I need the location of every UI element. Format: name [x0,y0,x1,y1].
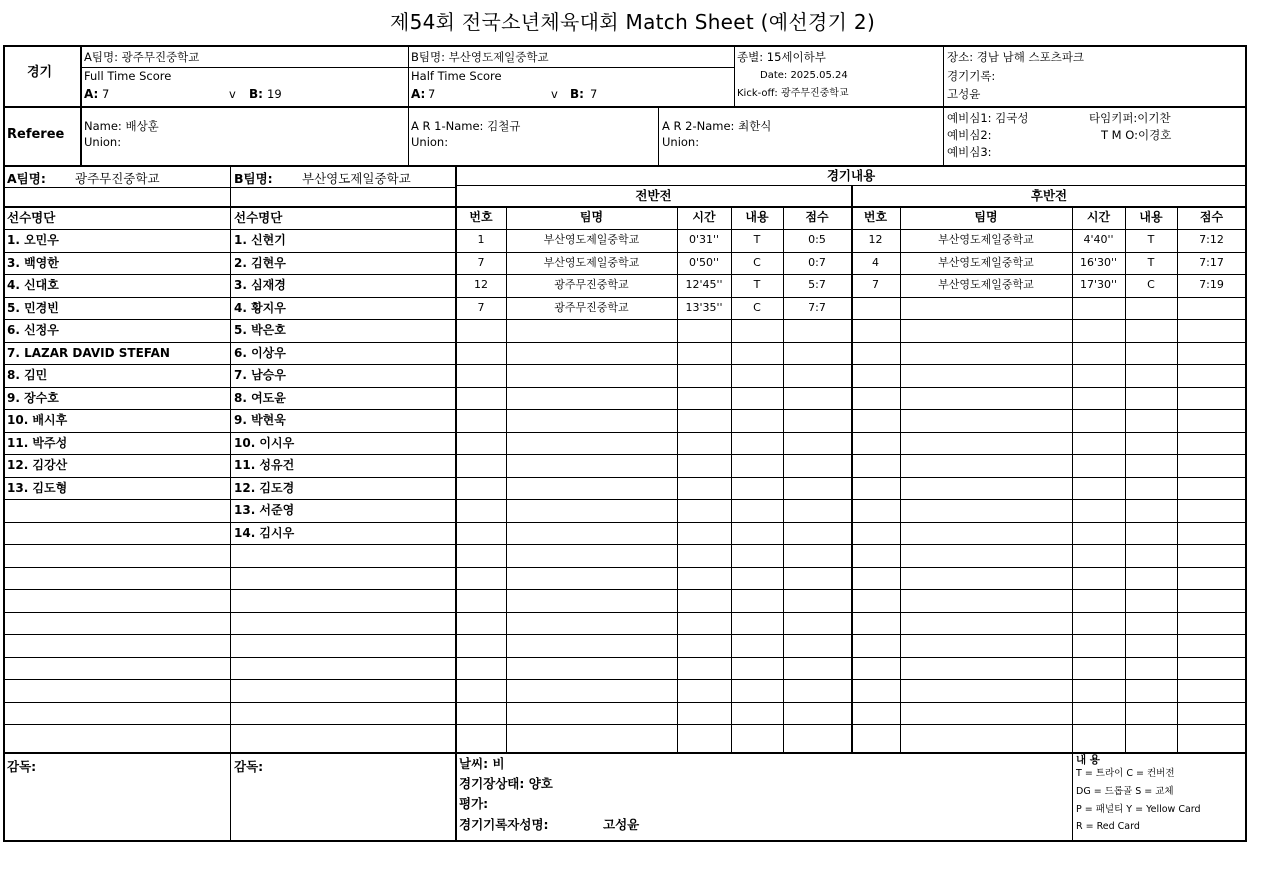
first-half-event-cell: 부산영도제일중학교 [543,256,640,269]
row-rule [3,612,1247,613]
row-rule [3,657,1247,658]
player-b: 2. 김현우 [234,256,286,270]
player-a: 4. 신대호 [7,278,59,292]
player-a: 9. 장수호 [7,391,59,405]
second-half-col-header: 팀명 [974,210,998,224]
row-rule [3,342,1247,343]
writer-name: 고성윤 [603,817,640,832]
reserve-referee-1: 예비심1: 김국성 [947,111,1029,125]
legend-line-1: T = 트라이 C = 컨버전 [1076,768,1175,779]
first-half-event-cell: 1 [477,233,485,246]
second-half-event-cell: 7:19 [1199,278,1224,291]
second-half-event-cell: 부산영도제일중학교 [938,233,1034,246]
game-label: 경기 [27,65,53,80]
events-title: 경기내용 [826,168,876,183]
rule [943,45,944,166]
weather: 날씨: 비 [459,756,505,771]
half-b-score: 7 [590,87,598,101]
legend-line-3: P = 패널티 Y = Yellow Card [1076,804,1201,815]
first-half-event-cell: 7 [477,256,485,269]
first-half-event-cell: 5:7 [808,278,826,291]
half-time-label: Half Time Score [411,69,502,83]
roster-header-a: 선수명단 [7,210,56,225]
coach-b: 감독: [234,759,264,774]
player-a: 13. 김도형 [7,481,68,495]
row-rule [3,499,1247,500]
match-date: Date: 2025.05.24 [760,70,848,81]
row-rule [3,319,1247,320]
player-b: 8. 여도윤 [234,391,286,405]
row-rule [3,544,1247,545]
second-half-event-cell: C [1147,278,1155,291]
full-time-label: Full Time Score [84,69,172,83]
half-v: v [551,87,558,101]
row-rule [3,522,1247,523]
rule [230,166,231,841]
second-half-event-cell: T [1147,256,1155,269]
first-half-col-header: 팀명 [579,210,604,224]
row-rule [3,387,1247,388]
first-half-col-header: 번호 [469,210,493,224]
rule [734,45,735,107]
first-half-event-cell: 0'50'' [688,256,720,269]
first-half-event-cell: 0:7 [808,256,826,269]
first-half-col-header: 시간 [692,210,716,224]
first-half-event-cell: 7:7 [808,301,826,314]
player-a: 5. 민경빈 [7,301,59,315]
player-b: 7. 남승우 [234,368,286,382]
row-rule [3,454,1247,455]
second-half-event-cell: 4'40'' [1083,233,1114,246]
rule [3,840,1247,842]
row-rule [3,589,1247,590]
category: 종별: 15세이하부 [737,50,826,64]
referee-union: Union: [84,135,122,149]
second-half-event-cell: 부산영도제일중학교 [938,256,1034,269]
team-b-header: B팀명: 부산영도제일중학교 [411,50,549,64]
second-half-title: 후반전 [1030,188,1068,203]
first-half-event-cell: 7 [477,301,485,314]
first-half-event-cell: 0'31'' [688,233,720,246]
player-a: 7. LAZAR DAVID STEFAN [7,346,170,360]
legend-line-4: R = Red Card [1076,821,1140,832]
half-b-label: B: [570,87,584,101]
row-rule [3,409,1247,410]
team-b-label: B팀명: [234,171,273,186]
ar1-name: A R 1-Name: 김철규 [411,119,521,133]
kickoff: Kick-off: 광주무진중학교 [737,88,849,99]
row-rule [3,567,1247,568]
player-b: 5. 박은호 [234,323,286,337]
legend-line-2: DG = 드롭골 S = 교체 [1076,786,1174,797]
second-half-event-cell: 4 [872,256,879,269]
second-half-event-cell: 12 [868,233,883,246]
second-half-event-cell: 16'30'' [1079,256,1118,269]
player-a: 3. 백영한 [7,256,59,270]
first-half-event-cell: 부산영도제일중학교 [543,233,640,246]
player-a: 11. 박주성 [7,436,68,450]
rule [3,106,1247,108]
full-b-label: B: [249,87,263,101]
first-half-event-cell: 12'45'' [685,278,723,291]
rule [3,752,1247,754]
first-half-event-cell: 광주무진중학교 [554,278,629,291]
player-b: 9. 박현욱 [234,413,286,427]
player-a: 8. 김민 [7,368,48,382]
row-rule [3,679,1247,680]
full-a-label: A: [84,87,99,101]
rule [3,45,1247,47]
team-a-label: A팀명: [7,171,46,186]
second-half-event-cell: 7:17 [1199,256,1224,269]
timekeeper: 타임키퍼:이기찬 [1089,111,1171,125]
second-half-event-cell: 7 [872,278,879,291]
first-half-col-header: 점수 [805,210,829,224]
row-rule [3,364,1247,365]
second-half-col-header: 내용 [1139,210,1163,224]
row-rule [3,634,1247,635]
second-half-col-header: 시간 [1086,210,1111,224]
first-half-event-cell: C [753,256,761,269]
row-rule [3,477,1247,478]
rule [3,165,1247,167]
full-b-score: 19 [267,87,282,101]
second-half-event-cell: 부산영도제일중학교 [938,278,1034,291]
team-a-name: 광주무진중학교 [75,171,160,186]
second-half-col-header: 점수 [1199,210,1224,224]
team-b-name: 부산영도제일중학교 [302,171,411,186]
coach-a: 감독: [7,759,37,774]
first-half-col-header: 내용 [745,210,769,224]
full-v: v [229,87,236,101]
first-half-event-cell: 광주무진중학교 [554,301,629,314]
team-a-header: A팀명: 광주무진중학교 [84,50,200,64]
record-label: 경기기록: [947,69,996,83]
player-b: 13. 서준영 [234,503,295,517]
recorder: 고성윤 [947,87,981,101]
row-rule [3,724,1247,725]
second-half-event-cell: 7:12 [1199,233,1224,246]
reserve-referee-2: 예비심2: [947,128,992,142]
venue: 장소: 경남 남해 스포츠파크 [947,50,1085,64]
referee-name: Name: 배상훈 [84,119,159,133]
first-half-event-cell: 13'35'' [685,301,723,314]
row-rule [3,432,1247,433]
rule [80,67,408,68]
player-b: 10. 이시우 [234,436,295,450]
player-b: 1. 신현기 [234,233,286,247]
player-a: 12. 김강산 [7,458,68,472]
first-half-title: 전반전 [635,188,672,203]
first-half-event-cell: 12 [474,278,488,291]
first-half-event-cell: C [753,301,761,314]
player-b: 4. 황지우 [234,301,286,315]
field-condition: 경기장상태: 양호 [459,776,553,791]
evaluation: 평가: [459,796,489,811]
ar1-union: Union: [411,135,449,149]
tmo: T M O:이경호 [1101,128,1172,142]
roster-header-b: 선수명단 [234,210,283,225]
legend-title: 내 용 [1076,754,1100,766]
ar2-name: A R 2-Name: 최한식 [662,119,772,133]
player-a: 6. 신정우 [7,323,59,337]
row-rule [3,702,1247,703]
rule [80,45,82,166]
rule [408,45,409,166]
second-half-event-cell: 17'30'' [1079,278,1118,291]
rule [658,106,659,166]
referee-label: Referee [7,127,65,142]
first-half-event-cell: 0:5 [808,233,826,246]
player-a: 1. 오민우 [7,233,59,247]
reserve-referee-3: 예비심3: [947,145,992,159]
half-a-label: A: [411,87,426,101]
page-title: 제54회 전국소년체육대회 Match Sheet (예선경기 2) [389,10,876,34]
writer-label: 경기기록자성명: [459,817,549,832]
second-half-event-cell: T [1147,233,1155,246]
player-b: 6. 이상우 [234,346,286,360]
half-a-score: 7 [428,87,436,101]
first-half-event-cell: T [753,278,761,291]
second-half-col-header: 번호 [863,210,888,224]
rule [1072,753,1073,841]
full-a-score: 7 [102,87,110,101]
player-b: 14. 김시우 [234,526,295,540]
player-b: 12. 김도경 [234,481,295,495]
rule [408,67,734,68]
ar2-union: Union: [662,135,700,149]
player-b: 11. 성유건 [234,458,295,472]
player-b: 3. 심재경 [234,278,286,292]
first-half-event-cell: T [753,233,761,246]
player-a: 10. 배시후 [7,413,68,427]
